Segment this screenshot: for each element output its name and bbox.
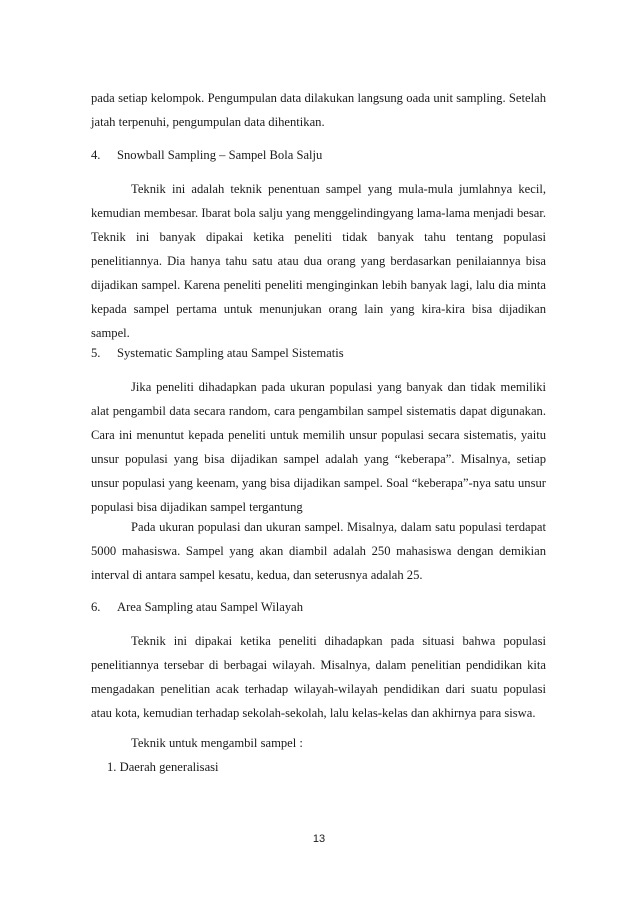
heading-text: Systematic Sampling atau Sampel Sistematis	[117, 346, 344, 360]
paragraph-interval: Pada ukuran populasi dan ukuran sampel. Misalnya, dalam satu populasi terdapat 5000 mahasiswa. Sampel yang akan diambil adalah 250 mahasiswa dengan demikian interval di antara sampel kesatu, kedua, dan seterusnya adalah 25.	[91, 520, 546, 582]
list-item-text: Daerah generalisasi	[119, 760, 219, 774]
paragraph-snowball: Teknik ini adalah teknik penentuan sampel yang mula-mula jumlahnya kecil, kemudian membesar. Ibarat bola salju yang menggelindingyang lama-lama menjadi besar. Teknik ini banyak dipakai ketika peneliti tidak banyak tahu tentang populasi penelitiannya. Dia hanya tahu satu atau dua orang yang berdasarkan penilaiannya bisa dijadikan sampel. Karena peneliti peneliti menginginkan lebih banyak lagi, lalu dia minta kepada sampel pertama untuk menunjukan orang lain yang kira-kira bisa dijadikan sampel.	[91, 182, 546, 340]
heading-number: 6.	[91, 600, 101, 614]
paragraph-continuation: pada setiap kelompok. Pengumpulan data dilakukan langsung oada unit sampling. Setelah jatah terpenuhi, pengumpulan data dihentikan.	[91, 91, 546, 129]
list-item	[107, 755, 562, 779]
technique-intro: Teknik untuk mengambil sampel :	[131, 736, 303, 750]
heading-snowball	[91, 143, 322, 167]
heading-number: 5.	[91, 346, 101, 360]
heading-number: 4.	[91, 148, 101, 162]
paragraph-systematic: Jika peneliti dihadapkan pada ukuran populasi yang banyak dan tidak memiliki alat pengambil data secara random, cara pengambilan sampel sistematis dapat digunakan. Cara ini menuntut kepada peneliti untuk memilih unsur populasi secara sistematis, yaitu unsur populasi yang bisa dijadikan sampel adalah yang “keberapa”. Misalnya, setiap unsur populasi yang keenam, yang bisa dijadikan sampel. Soal “keberapa”-nya satu unsur populasi bisa dijadikan sampel tergantung	[91, 380, 546, 514]
heading-systematic	[91, 341, 344, 365]
page-number: 13	[312, 833, 326, 845]
list-item-number: 1.	[107, 760, 117, 774]
heading-text: Snowball Sampling – Sampel Bola Salju	[117, 148, 323, 162]
paragraph-area: Teknik ini dipakai ketika peneliti dihadapkan pada situasi bahwa populasi penelitiannya tersebar di berbagai wilayah. Misalnya, dalam penelitian pendidikan kita mengadakan penelitian acak terhadap wilayah-wilayah pendidikan dari suatu populasi atau kota, kemudian terhadap sekolah-sekolah, lalu kelas-kelas dan akhirnya para siswa.	[91, 634, 546, 720]
heading-area	[91, 595, 303, 619]
heading-text: Area Sampling atau Sampel Wilayah	[117, 600, 304, 614]
